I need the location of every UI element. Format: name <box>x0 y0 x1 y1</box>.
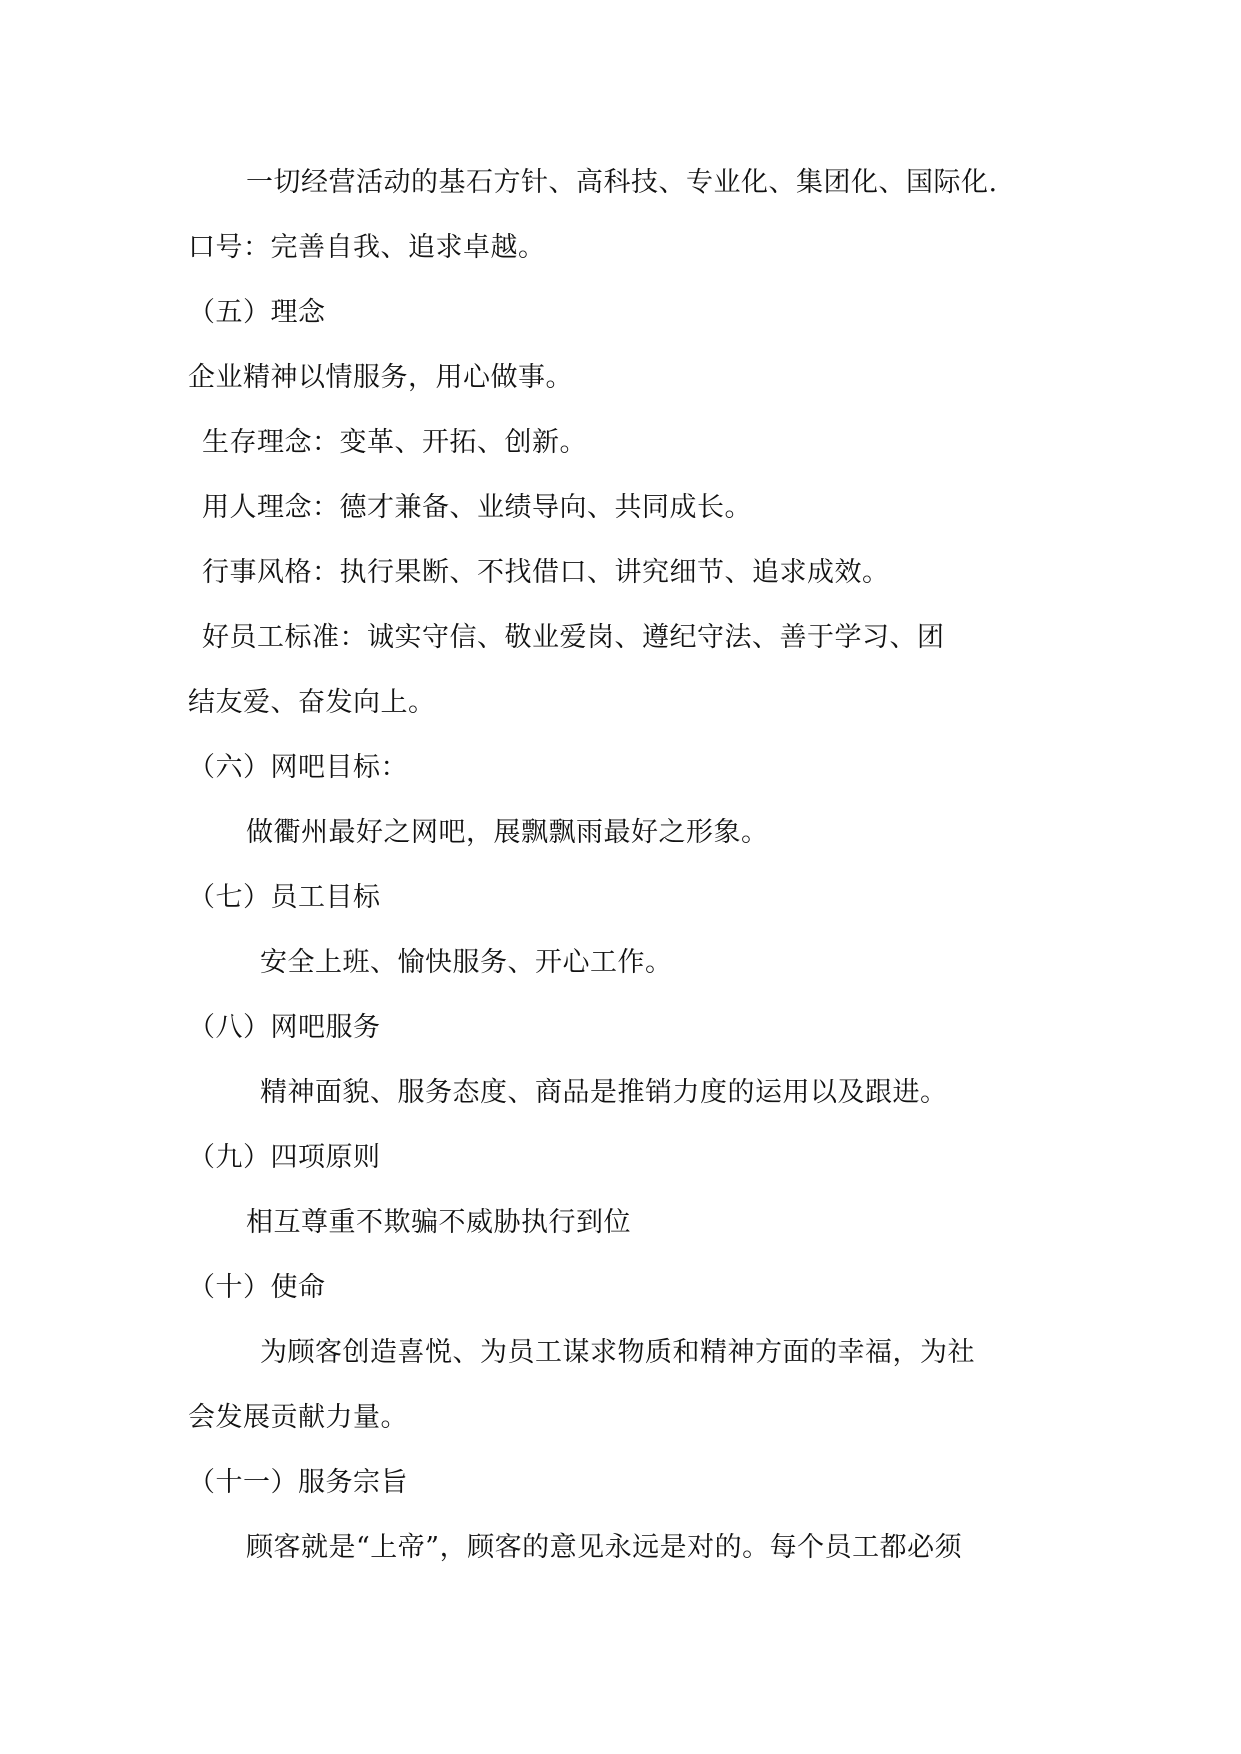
text-line-9: 结友爱、奋发向上。 <box>188 687 436 718</box>
text-line-6: 用人理念：德才兼备、业绩导向、共同成长。 <box>202 492 752 523</box>
text-line-11: 做衢州最好之网吧，展飘飘雨最好之形象。 <box>246 817 769 848</box>
text-line-1: 一切经营活动的基石方针、高科技、专业化、集团化、国际化. <box>246 167 998 198</box>
text-line-7: 行事风格：执行果断、不找借口、讲究细节、追求成效。 <box>202 557 890 588</box>
text-line-19: 为顾客创造喜悦、为员工谋求物质和精神方面的幸福，为社 <box>260 1337 975 1368</box>
text-line-22: 顾客就是“上帝”，顾客的意见永远是对的。每个员工都必须 <box>246 1532 963 1563</box>
section-heading-7: （七）员工目标 <box>188 882 381 913</box>
text-line-15: 精神面貌、服务态度、商品是推销力度的运用以及跟进。 <box>260 1077 948 1108</box>
text-line-20: 会发展贡献力量。 <box>188 1402 408 1433</box>
section-heading-5: （五）理念 <box>188 297 326 328</box>
section-heading-8: （八）网吧服务 <box>188 1012 381 1043</box>
section-heading-11: （十一）服务宗旨 <box>188 1467 408 1498</box>
section-heading-10: （十）使命 <box>188 1272 326 1303</box>
text-line-17: 相互尊重不欺骗不威胁执行到位 <box>246 1207 631 1238</box>
section-heading-9: （九）四项原则 <box>188 1142 381 1173</box>
text-line-13: 安全上班、愉快服务、开心工作。 <box>260 947 673 978</box>
text-line-2: 口号：完善自我、追求卓越。 <box>188 232 546 263</box>
text-line-8: 好员工标准：诚实守信、敬业爱岗、遵纪守法、善于学习、团 <box>202 622 945 653</box>
text-line-5: 生存理念：变革、开拓、创新。 <box>202 427 587 458</box>
section-heading-6: （六）网吧目标： <box>188 752 408 783</box>
text-line-4: 企业精神以情服务，用心做事。 <box>188 362 573 393</box>
